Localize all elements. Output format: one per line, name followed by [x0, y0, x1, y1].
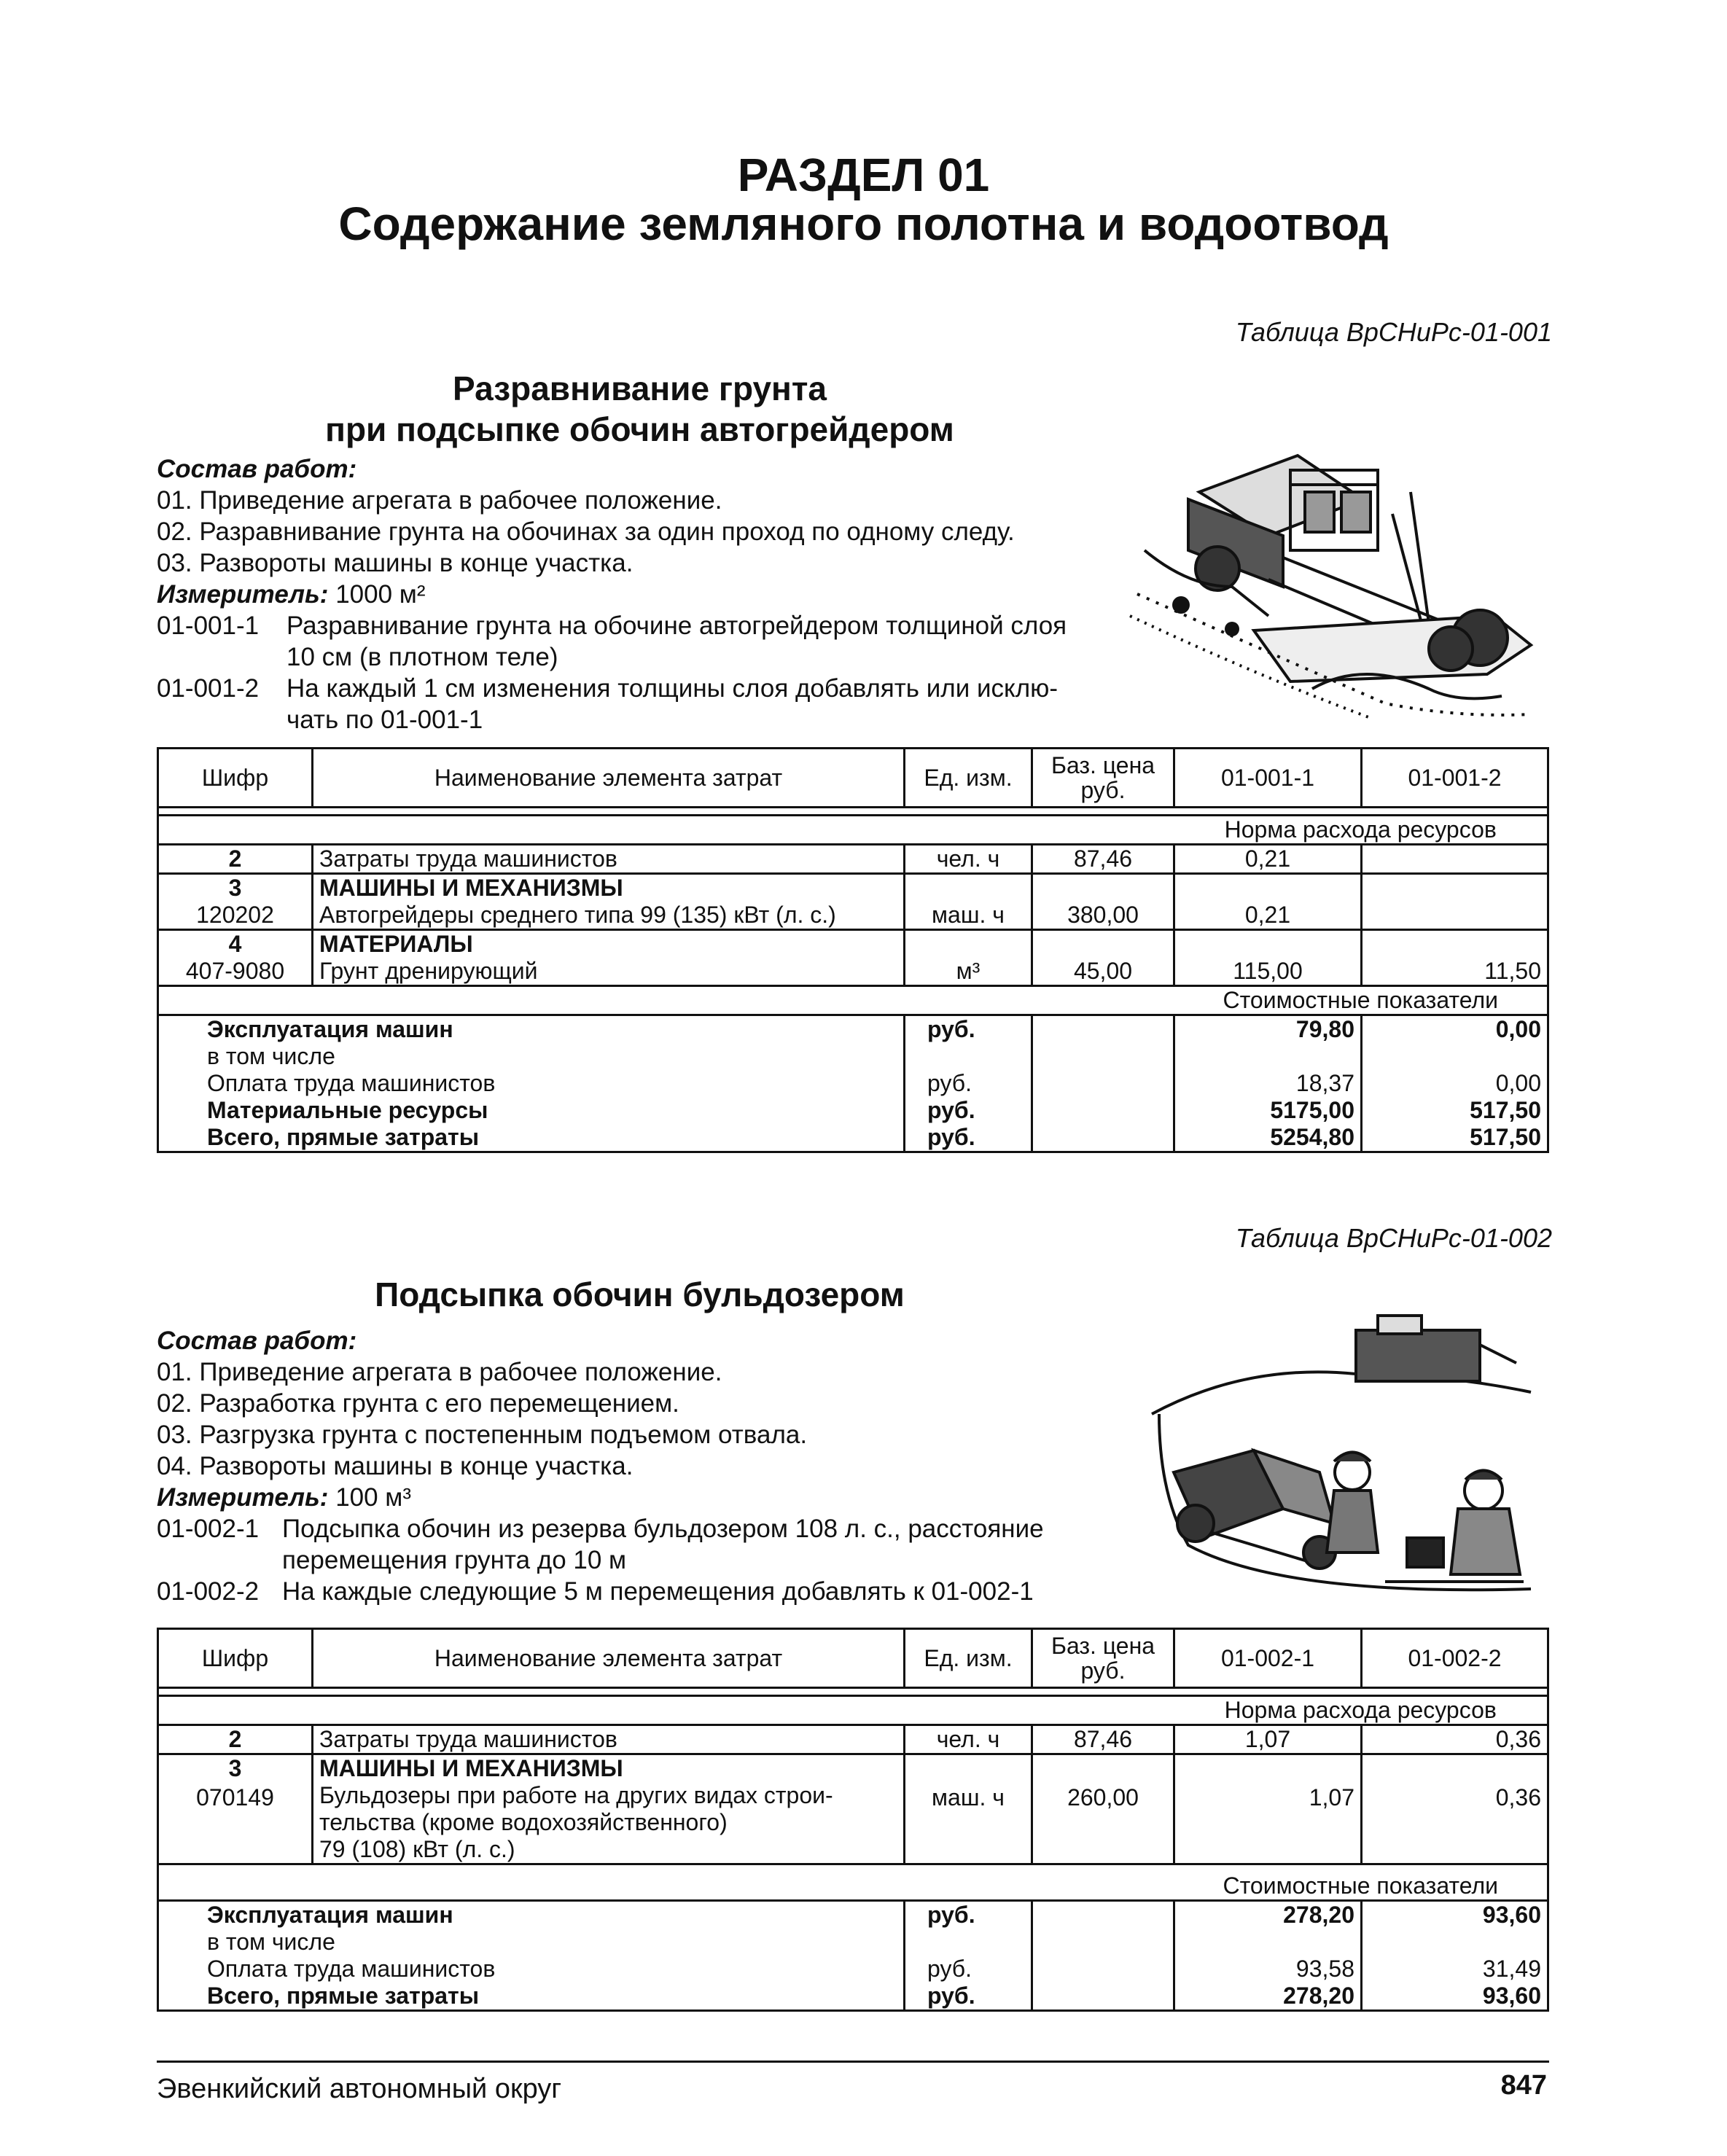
- norm-item: 01-002-1 Подсыпка обочин из резерва бульдозером 108 л. с., расстояние перемещения грунта до 10 м: [157, 1515, 1044, 1574]
- norm-label: Норма расхода ресурсов: [1174, 816, 1548, 845]
- cost-row: в том числе: [158, 1929, 1548, 1956]
- col-header-price: Баз. цена руб.: [1032, 1629, 1174, 1688]
- section-number: РАЗДЕЛ 01: [737, 149, 990, 201]
- table1: [157, 747, 1549, 1153]
- table-row: 3 МАШИНЫ И МЕХАНИЗМЫ: [158, 874, 1548, 902]
- norm-item: 01-001-1 Разравнивание грунта на обочине автогрейдером толщиной слоя 10 см (в плотном теле): [157, 612, 1067, 671]
- col-header-norm1: 01-002-1: [1174, 1629, 1362, 1688]
- table2-description: [157, 1325, 1177, 1607]
- table-row: 070149 Бульдозеры при работе на других видах строи- тельства (кроме водохозяйственного) 79 (108) кВт (л. с.) маш. ч 260,00 1,07 0,36: [158, 1782, 1548, 1864]
- norm-label: Норма расхода ресурсов: [1174, 1696, 1548, 1725]
- col-header-name: Наименование элемента затрат: [313, 1629, 905, 1688]
- work-step: 04. Развороты машины в конце участка.: [157, 1452, 634, 1480]
- cost-label: Стоимостные показатели: [1174, 1872, 1548, 1901]
- work-step: 01. Приведение агрегата в рабочее положение.: [157, 1358, 722, 1386]
- cost-row: Эксплуатация машин руб. 79,80 0,00: [158, 1015, 1548, 1044]
- col-header-code: Шифр: [158, 1629, 313, 1688]
- table-row: 120202 Автогрейдеры среднего типа 99 (135) кВт (л. с.) маш. ч 380,00 0,21: [158, 902, 1548, 930]
- meter-line: Измеритель: 1000 м²: [157, 580, 426, 609]
- col-header-name: Наименование элемента затрат: [313, 749, 905, 808]
- table1-title-line2: при подсыпке обочин автогрейдером: [325, 410, 954, 448]
- section-row: [158, 1872, 1548, 1901]
- col-header-norm1: 01-001-1: [1174, 749, 1362, 808]
- cost-row: в том числе: [158, 1043, 1548, 1070]
- table-row: 4 МАТЕРИАЛЫ: [158, 930, 1548, 958]
- section-title: Содержание земляного полотна и водоотвод: [338, 198, 1389, 250]
- bulldozer-workers-illustration: [1137, 1305, 1545, 1611]
- section-row: [158, 986, 1548, 1015]
- col-header-code: Шифр: [158, 749, 313, 808]
- norm-item: 01-001-2 На каждый 1 см изменения толщины слоя добавлять или исклю- чать по 01-001-1: [157, 674, 1059, 734]
- cost-row: Эксплуатация машин руб. 278,20 93,60: [158, 1901, 1548, 1929]
- cost-row: Оплата труда машинистов руб. 18,37 0,00: [158, 1070, 1548, 1097]
- col-header-norm2: 01-002-2: [1362, 1629, 1548, 1688]
- table-row: 2 Затраты труда машинистов чел. ч 87,46 0,21: [158, 845, 1548, 874]
- table1-ref: Таблица ВрСНиРс-01-001: [1235, 317, 1552, 347]
- cost-row: Материальные ресурсы руб. 5175,00 517,50: [158, 1097, 1548, 1124]
- table2-title: Подсыпка обочин бульдозером: [375, 1276, 905, 1313]
- col-header-unit: Ед. изм.: [905, 1629, 1032, 1688]
- col-header-unit: Ед. изм.: [905, 749, 1032, 808]
- works-label: Состав работ:: [157, 1327, 357, 1355]
- motor-grader-illustration: [1123, 441, 1553, 729]
- norm-item: 01-002-2 На каждые следующие 5 м перемещения добавлять к 01-002-1: [157, 1577, 1034, 1606]
- col-header-norm2: 01-001-2: [1362, 749, 1548, 808]
- meter-line: Измеритель: 100 м³: [157, 1483, 412, 1512]
- section-row: [158, 816, 1548, 845]
- page-number: 847: [1500, 2070, 1547, 2101]
- works-label: Состав работ:: [157, 455, 357, 483]
- table-row: 2 Затраты труда машинистов чел. ч 87,46 1,07 0,36: [158, 1725, 1548, 1754]
- table1-title: [226, 368, 1053, 450]
- cost-row: Всего, прямые затраты руб. 5254,80 517,50: [158, 1124, 1548, 1152]
- table-row: 3 МАШИНЫ И МЕХАНИЗМЫ: [158, 1754, 1548, 1783]
- work-step: 03. Разгрузка грунта с постепенным подъемом отвала.: [157, 1421, 808, 1449]
- cost-label: Стоимостные показатели: [1174, 986, 1548, 1015]
- cost-row: Всего, прямые затраты руб. 278,20 93,60: [158, 1983, 1548, 2011]
- work-step: 02. Разравнивание грунта на обочинах за один проход по одному следу.: [157, 517, 1015, 546]
- footer-divider: [157, 2061, 1549, 2063]
- table2-ref: Таблица ВрСНиРс-01-002: [1235, 1223, 1552, 1253]
- work-step: 01. Приведение агрегата в рабочее положение.: [157, 486, 722, 515]
- footer-region: Эвенкийский автономный округ: [157, 2074, 562, 2104]
- section-row: [158, 1696, 1548, 1725]
- table2: [157, 1628, 1549, 2012]
- work-step: 02. Разработка грунта с его перемещением.: [157, 1389, 679, 1418]
- cost-row: Оплата труда машинистов руб. 93,58 31,49: [158, 1956, 1548, 1983]
- table1-title-line1: Разравнивание грунта: [453, 370, 827, 407]
- work-step: 03. Развороты машины в конце участка.: [157, 549, 634, 577]
- table1-description: [157, 453, 1177, 735]
- col-header-price: Баз. цена руб.: [1032, 749, 1174, 808]
- table-row: 407-9080 Грунт дренирующий м³ 45,00 115,00 11,50: [158, 958, 1548, 986]
